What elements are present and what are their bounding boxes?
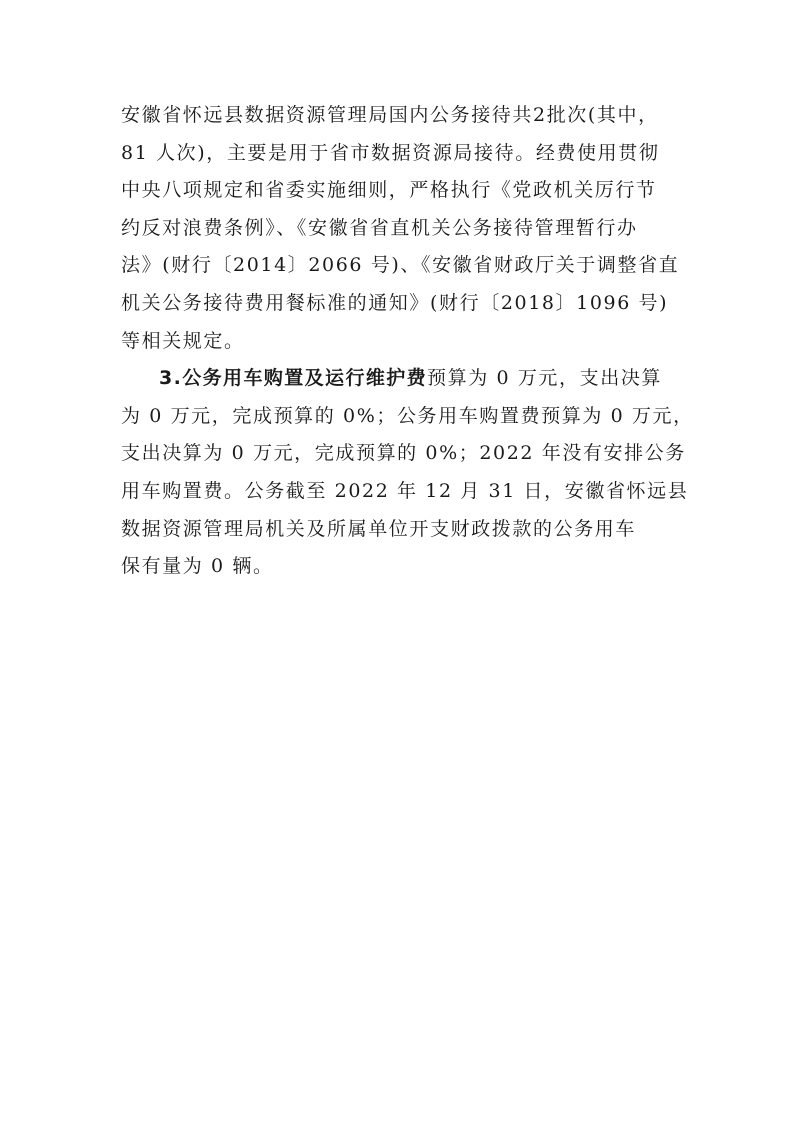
text-line: 81 人次)，主要是用于省市数据资源局接待。经费使用贯彻 bbox=[121, 141, 660, 164]
text-line: 等相关规定。 bbox=[121, 329, 245, 352]
text-line: 安徽省怀远县数据资源管理局国内公务接待共2批次(其中， bbox=[121, 104, 659, 126]
paragraph-reception bbox=[121, 97, 681, 360]
text-line: 为 0 万元，完成预算的 0%；公务用车购置费预算为 0 万元， bbox=[121, 404, 694, 427]
text-line: 用车购置费。公务截至 2022 年 12 月 31 日，安徽省怀远县 bbox=[121, 479, 689, 502]
section-heading: 3.公务用车购置及运行维护费 bbox=[159, 367, 428, 390]
text-line: 数据资源管理局机关及所属单位开支财政拨款的公务用车 bbox=[121, 517, 637, 540]
text-run: 预算为 0 万元，支出决算 bbox=[427, 367, 663, 390]
text-line: 机关公务接待费用餐标准的通知》(财行〔2018〕1096 号) bbox=[121, 291, 669, 314]
document-body bbox=[121, 97, 694, 586]
text-line: 支出决算为 0 万元，完成预算的 0%；2022 年没有安排公务 bbox=[121, 442, 686, 465]
text-line: 中央八项规定和省委实施细则，严格执行《党政机关厉行节 bbox=[121, 179, 657, 202]
paragraph-vehicle-costs bbox=[121, 360, 694, 586]
text-line-first bbox=[121, 360, 681, 398]
text-line: 法》(财行〔2014〕2066 号)、《安徽省财政厅关于调整省直 bbox=[121, 254, 680, 277]
text-line: 约反对浪费条例》、《安徽省省直机关公务接待管理暂行办 bbox=[121, 216, 638, 239]
text-line: 保有量为 0 辆。 bbox=[121, 555, 274, 578]
